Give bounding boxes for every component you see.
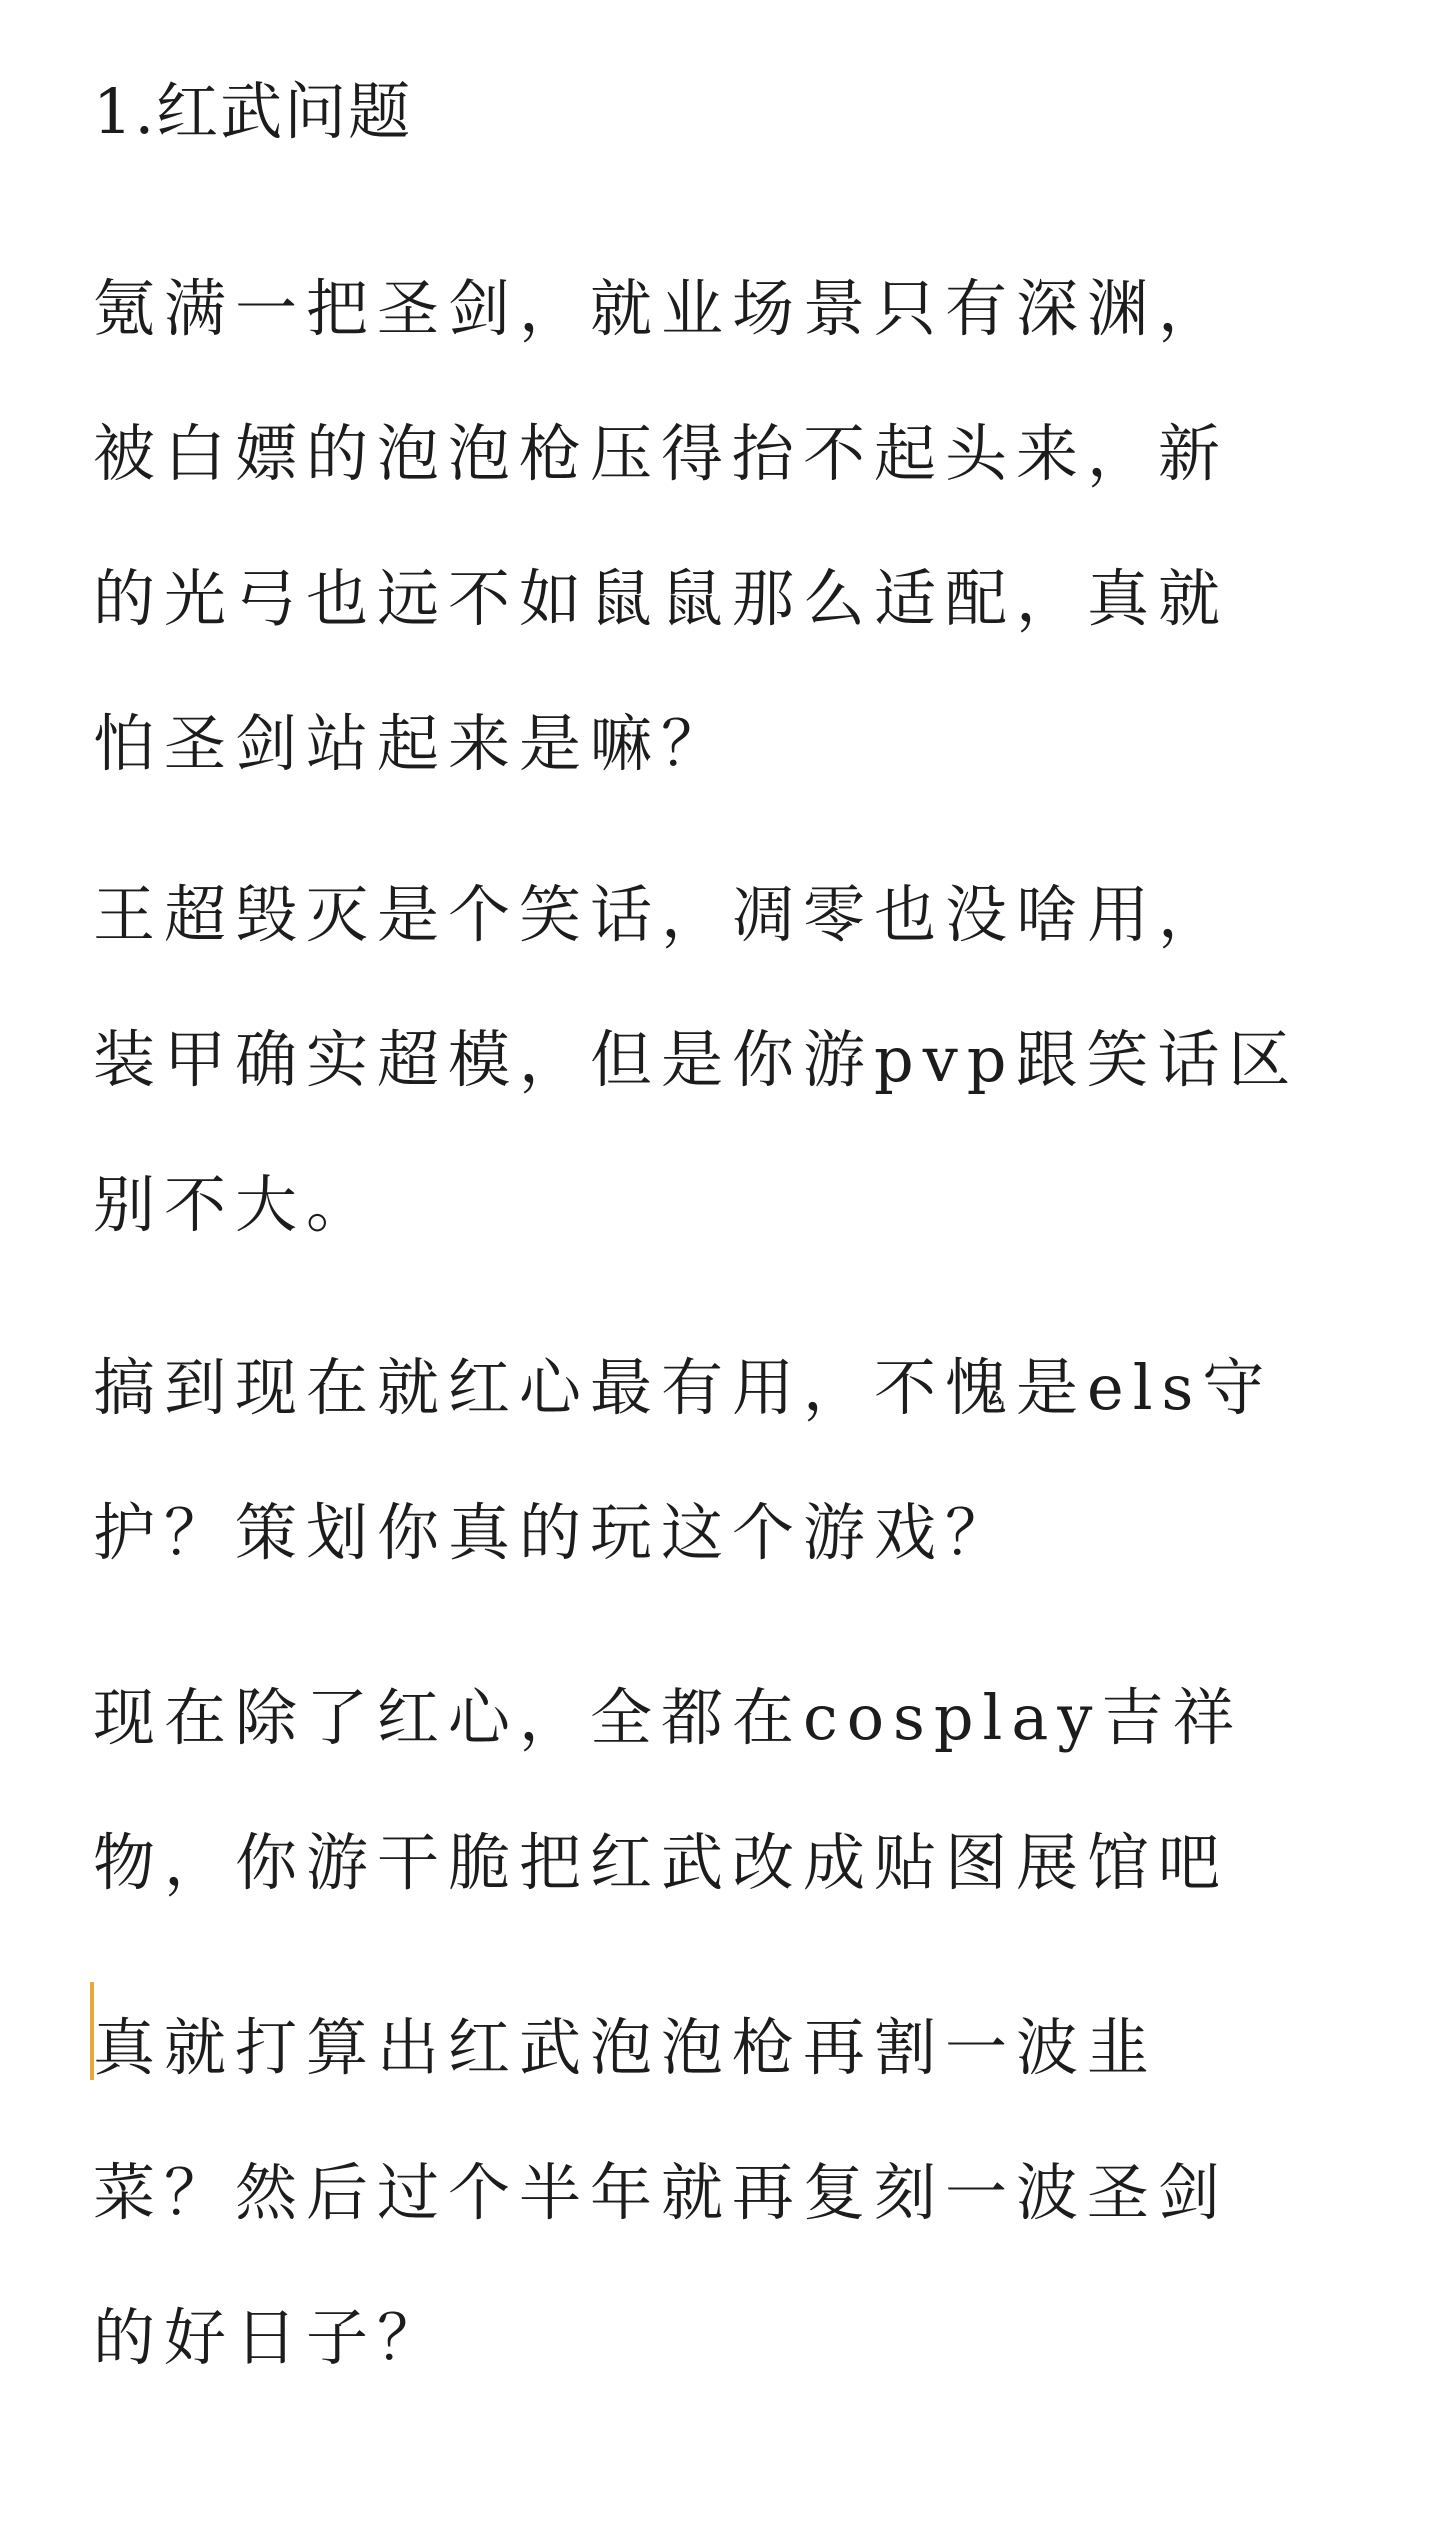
text-line: 现在除了红心，全都在cosplay吉祥 — [93, 1681, 1244, 1754]
text-line: 装甲确实超模，但是你游pvp跟笑话区 — [93, 1023, 1300, 1096]
text-line: 别不大。 — [93, 1168, 378, 1241]
text-line: 菜？然后过个半年就再复刻一波圣剑 — [93, 2156, 1230, 2229]
paragraph-4 — [93, 1645, 1243, 1935]
text-line: 真就打算出红武泡泡枪再割一波韭 — [93, 2011, 1159, 2084]
paragraph-2 — [93, 842, 1299, 1277]
text-line: 的好日子？ — [93, 2301, 449, 2374]
text-line: 搞到现在就红心最有用，不愧是els守 — [93, 1351, 1274, 1424]
text-line: 物，你游干脆把红武改成贴图展馆吧 — [93, 1826, 1230, 1899]
text-line: 氪满一把圣剑，就业场景只有深渊， — [93, 272, 1230, 345]
paragraph-3 — [93, 1315, 1273, 1605]
paragraph-5 — [93, 1975, 1229, 2410]
text-line: 护？策划你真的玩这个游戏？ — [93, 1496, 1017, 1569]
text-line: 怕圣剑站起来是嘛？ — [93, 707, 733, 780]
note-heading: 1.红武问题 — [93, 75, 413, 148]
text-line: 王超毁灭是个笑话，凋零也没啥用， — [93, 878, 1230, 951]
text-line: 的光弓也远不如鼠鼠那么适配，真就 — [93, 562, 1230, 635]
paragraph-1 — [93, 236, 1229, 816]
text-line: 被白嫖的泡泡枪压得抬不起头来，新 — [93, 417, 1230, 490]
